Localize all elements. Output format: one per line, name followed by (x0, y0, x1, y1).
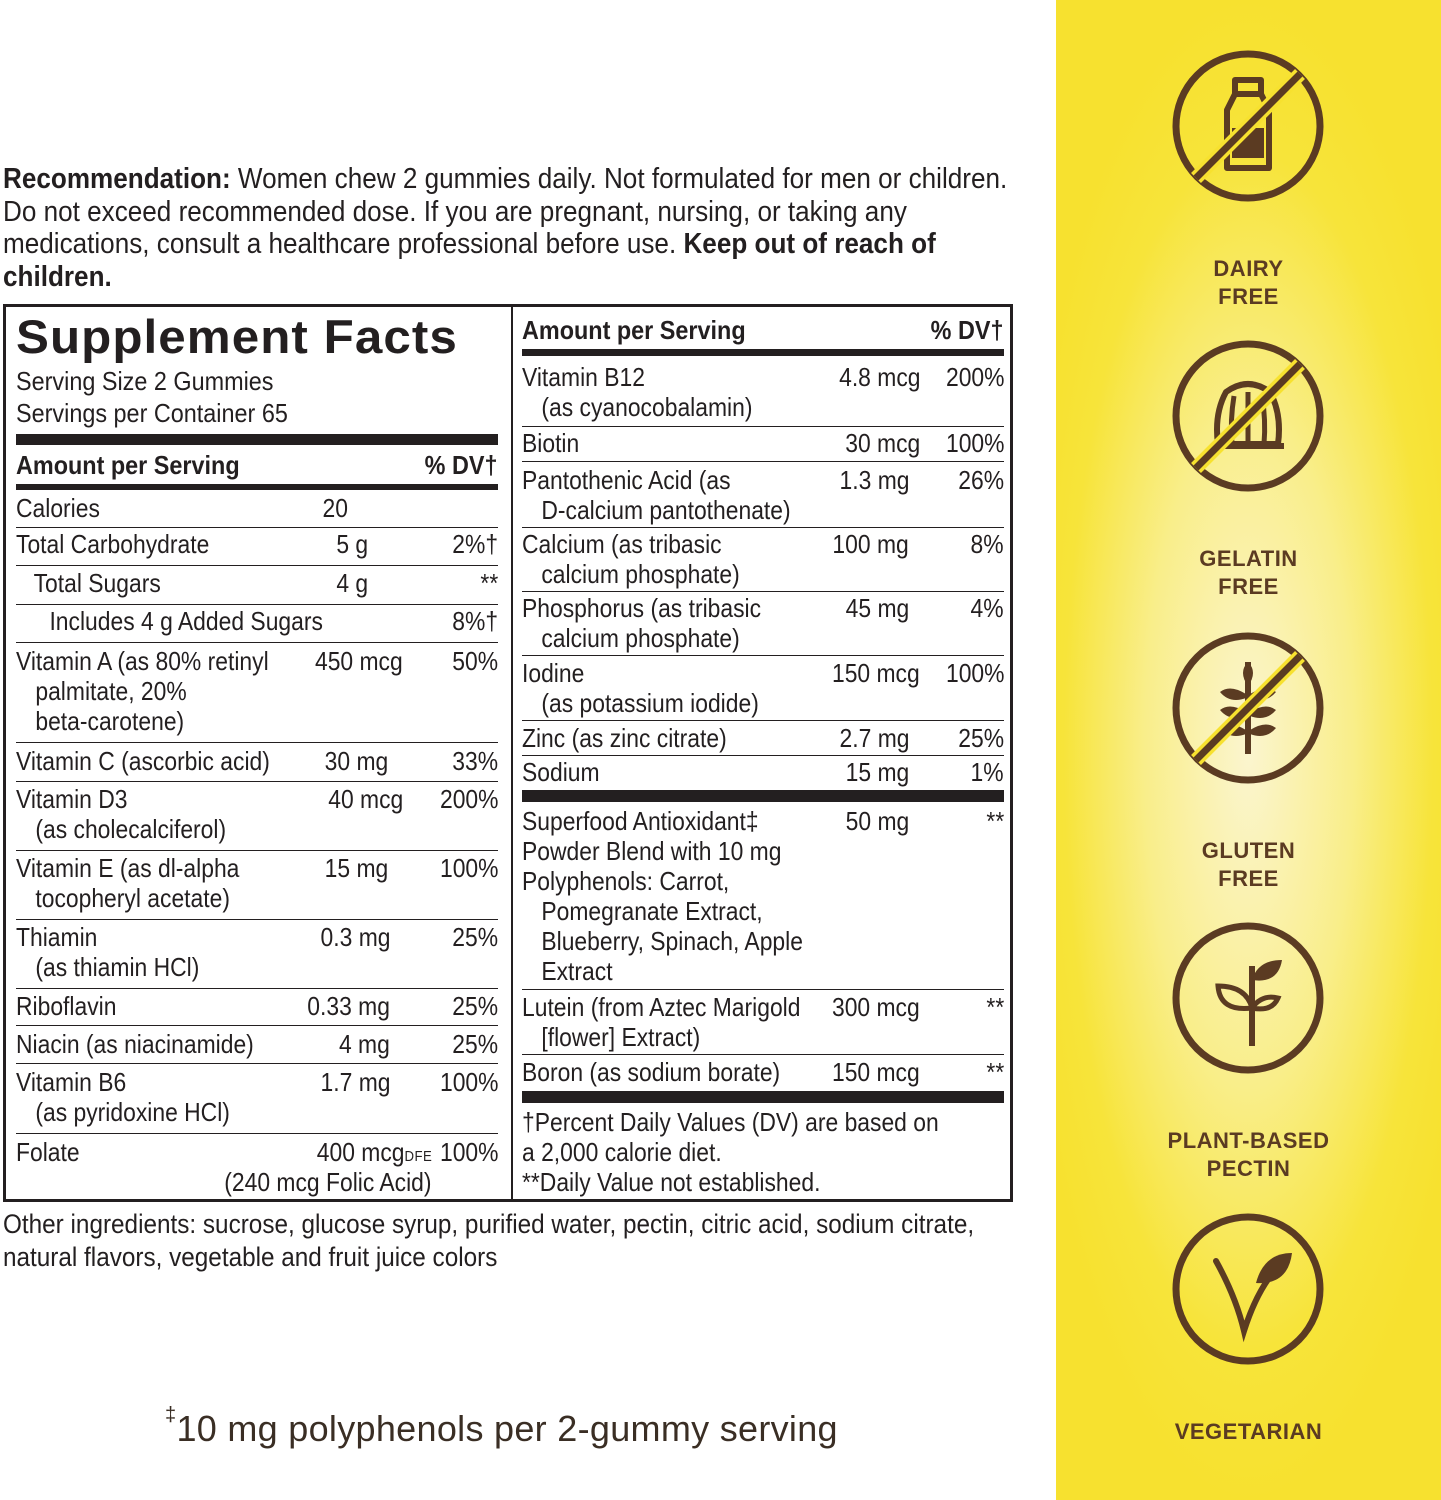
nutrient-dv: 200% (439, 784, 498, 814)
column-divider (511, 307, 513, 1199)
nutrient-amount: 5 g (336, 529, 368, 559)
nutrient-row (522, 1057, 1004, 1089)
badge-label-line1: GLUTEN (1201, 838, 1296, 863)
nutrient-amount: 30 mg (324, 746, 388, 776)
plant-icon (1172, 922, 1324, 1074)
nutrient-amount: 15 mg (845, 757, 909, 787)
nutrient-dv: 25% (452, 1029, 498, 1059)
nutrient-row (16, 606, 498, 643)
nutrient-amount: 400 mcgDFE (316, 1137, 432, 1167)
thick-rule (16, 434, 498, 445)
nutrient-row (16, 784, 498, 851)
nutrient-amount: 150 mcg (832, 1057, 920, 1087)
nutrient-amount: 40 mcg (327, 784, 403, 814)
nutrient-amount: 450 mcg (315, 646, 403, 676)
nutrient-amount: 15 mg (324, 853, 388, 883)
nutrient-dv: 100% (439, 1137, 498, 1167)
nutrient-dv: 25% (452, 991, 498, 1021)
nutrient-dv: 8%† (452, 606, 498, 636)
servings-per-container: Servings per Container 65 (16, 398, 288, 428)
nutrient-name: Folate (16, 1137, 80, 1167)
nutrient-dv: 4% (970, 593, 1004, 623)
badge-label-line1: GELATIN (1199, 546, 1298, 571)
nutrient-row (16, 746, 498, 782)
serving-size: Serving Size 2 Gummies (16, 366, 274, 396)
nutrient-row (16, 568, 498, 605)
nutrient-row (522, 529, 1004, 592)
nutrient-row (16, 529, 498, 566)
nutrient-row (522, 593, 1004, 656)
other-ingredients: Other ingredients: sucrose, glucose syrup, purified water, pectin, citric acid, sodium citrate, natural flavors, vegetable and fruit juice colors (3, 1209, 975, 1272)
blend-amount: 50 mg (845, 806, 909, 836)
nutrient-dv: 26% (958, 465, 1004, 495)
nutrient-name: Iodine (as potassium iodide) (522, 658, 759, 718)
nutrient-name: Zinc (as zinc citrate) (522, 723, 727, 753)
medium-rule (16, 484, 498, 490)
nutrient-name: Vitamin B6 (as pyridoxine HCl) (16, 1067, 230, 1127)
nutrient-dv: ** (480, 568, 498, 598)
nutrient-name: Calcium (as tribasic calcium phosphate) (522, 529, 740, 589)
nutrient-name: Biotin (522, 428, 580, 458)
nutrient-amount: 30 mcg (844, 428, 920, 458)
nutrient-name: Thiamin (as thiamin HCl) (16, 922, 200, 982)
recommendation-label: Recommendation: (3, 163, 231, 195)
nutrient-name: Lutein (from Aztec Marigold [flower] Extract) (522, 992, 801, 1052)
recommendation-body: Women chew 2 gummies daily. Not formulated for men or children. Do not exceed recommended dose. If you are pregnant, nursing, or taking any medications, consult a healthcare professional before use. (3, 163, 1008, 260)
vegetarian-leaf-icon (1172, 1213, 1324, 1365)
dv-footnote: †Percent Daily Values (DV) are based on (522, 1107, 939, 1137)
nutrient-amount: 1.7 mg (320, 1067, 390, 1097)
nutrient-dv: 100% (439, 853, 498, 883)
gelatin-mold-icon (1172, 340, 1324, 492)
nutrient-sub: (240 mcg Folic Acid) (224, 1167, 432, 1197)
dv-not-established-note: **Daily Value not established. (522, 1167, 821, 1197)
nutrient-row (16, 991, 498, 1026)
nutrient-amount: 0.33 mg (307, 991, 390, 1021)
recommendation-text (3, 163, 1011, 293)
nutrient-amount: 1.3 mg (839, 465, 909, 495)
blend-dv: ** (986, 806, 1004, 836)
badge-label-line1: DAIRY (1213, 256, 1284, 281)
nutrient-name: Sodium (522, 757, 600, 787)
thick-rule (522, 790, 1004, 802)
nutrient-name: Phosphorus (as tribasic calcium phosphate) (522, 593, 762, 653)
nutrient-row (522, 362, 1004, 427)
keep-out-of-reach-warning: Keep out of reach of children. (3, 228, 936, 293)
double-dagger-mark: ‡ (165, 1404, 177, 1426)
badge-label-line1: PLANT-BASED (1167, 1128, 1330, 1153)
badge-label-line1: VEGETARIAN (1174, 1419, 1323, 1444)
nutrient-row (522, 658, 1004, 721)
nutrient-row (522, 465, 1004, 528)
nutrient-dv: 100% (945, 658, 1004, 688)
nutrient-name: Vitamin A (as 80% retinyl palmitate, 20% beta-carotene) (16, 646, 269, 736)
nutrient-name: Pantothenic Acid (as D-calcium pantothenate) (522, 465, 791, 525)
supplement-facts-panel (3, 304, 1013, 1202)
nutrient-dv: 1% (970, 757, 1004, 787)
nutrient-name: Calories (16, 493, 100, 523)
nutrient-row (16, 646, 498, 743)
nutrient-dv: 100% (945, 428, 1004, 458)
nutrient-dv: 25% (452, 922, 498, 952)
nutrient-row (522, 723, 1004, 756)
nutrient-amount: 0.3 mg (320, 922, 390, 952)
badge-label-line2: FREE (1218, 866, 1279, 891)
nutrient-amount: 4.8 mcg (838, 362, 920, 392)
nutrient-row (16, 853, 498, 920)
polyphenol-note (165, 1404, 838, 1450)
nutrient-dv: 50% (452, 646, 498, 676)
badge-label-line2: FREE (1218, 574, 1279, 599)
amount-per-serving-label: Amount per Serving (522, 315, 746, 345)
milk-bottle-icon (1172, 50, 1324, 202)
nutrient-name: Vitamin C (ascorbic acid) (16, 746, 270, 776)
badge-label-line2: FREE (1218, 284, 1279, 309)
nutrient-dv: 2%† (452, 529, 498, 559)
nutrient-name: Boron (as sodium borate) (522, 1057, 781, 1087)
nutrient-amount: 2.7 mg (839, 723, 909, 753)
dv-footnote-line2: a 2,000 calorie diet. (522, 1137, 722, 1167)
nutrient-name: Vitamin B12 (as cyanocobalamin) (522, 362, 753, 422)
amount-per-serving-label: Amount per Serving (16, 450, 240, 480)
nutrient-dv: 200% (945, 362, 1004, 392)
nutrient-name: Niacin (as niacinamide) (16, 1029, 254, 1059)
nutrient-row (16, 493, 498, 528)
nutrient-amount: 150 mcg (832, 658, 920, 688)
blend-row (522, 806, 1004, 990)
nutrient-name: Vitamin D3 (as cholecalciferol) (16, 784, 227, 844)
polyphenol-note-text: 10 mg polyphenols per 2-gummy serving (176, 1408, 838, 1449)
nutrient-dv: 25% (958, 723, 1004, 753)
medium-rule (522, 349, 1004, 356)
dv-header-label: % DV† (424, 450, 498, 480)
nutrient-amount: 45 mg (845, 593, 909, 623)
badge-label-line2: PECTIN (1206, 1156, 1291, 1181)
nutrient-dv: 33% (452, 746, 498, 776)
nutrient-amount: 300 mcg (832, 992, 920, 1022)
nutrient-amount: 4 g (336, 568, 368, 598)
nutrient-dv: 100% (439, 1067, 498, 1097)
nutrient-row (522, 757, 1004, 789)
nutrient-row (16, 1067, 498, 1134)
nutrient-name: Includes 4 g Added Sugars (49, 606, 323, 636)
supplement-facts-title: Supplement Facts (16, 310, 458, 363)
nutrient-dv: ** (986, 992, 1004, 1022)
nutrient-dv: 8% (970, 529, 1004, 559)
badge-sidebar (1056, 0, 1441, 1500)
nutrient-name: Riboflavin (16, 991, 117, 1021)
nutrient-amount: 4 mg (339, 1029, 390, 1059)
nutrient-name: Total Sugars (33, 568, 161, 598)
blend-name: Superfood Antioxidant‡ Powder Blend with 10 mg Polyphenols: Carrot, Pomegranate Extract, Blueberry, Spinach, Apple Extract (522, 806, 803, 986)
nutrient-row (16, 922, 498, 989)
nutrient-name: Vitamin E (as dl-alpha tocopheryl acetate) (16, 853, 240, 913)
nutrient-dv: ** (986, 1057, 1004, 1087)
nutrient-amount: 100 mg (832, 529, 909, 559)
nutrient-row (16, 1029, 498, 1064)
nutrient-row (16, 1137, 498, 1201)
thick-rule (522, 1091, 1004, 1103)
nutrient-amount: 20 (322, 493, 348, 523)
nutrient-row (522, 992, 1004, 1055)
nutrient-row (522, 428, 1004, 462)
dv-header-label: % DV† (930, 315, 1004, 345)
wheat-icon (1172, 632, 1324, 784)
nutrient-name: Total Carbohydrate (16, 529, 210, 559)
